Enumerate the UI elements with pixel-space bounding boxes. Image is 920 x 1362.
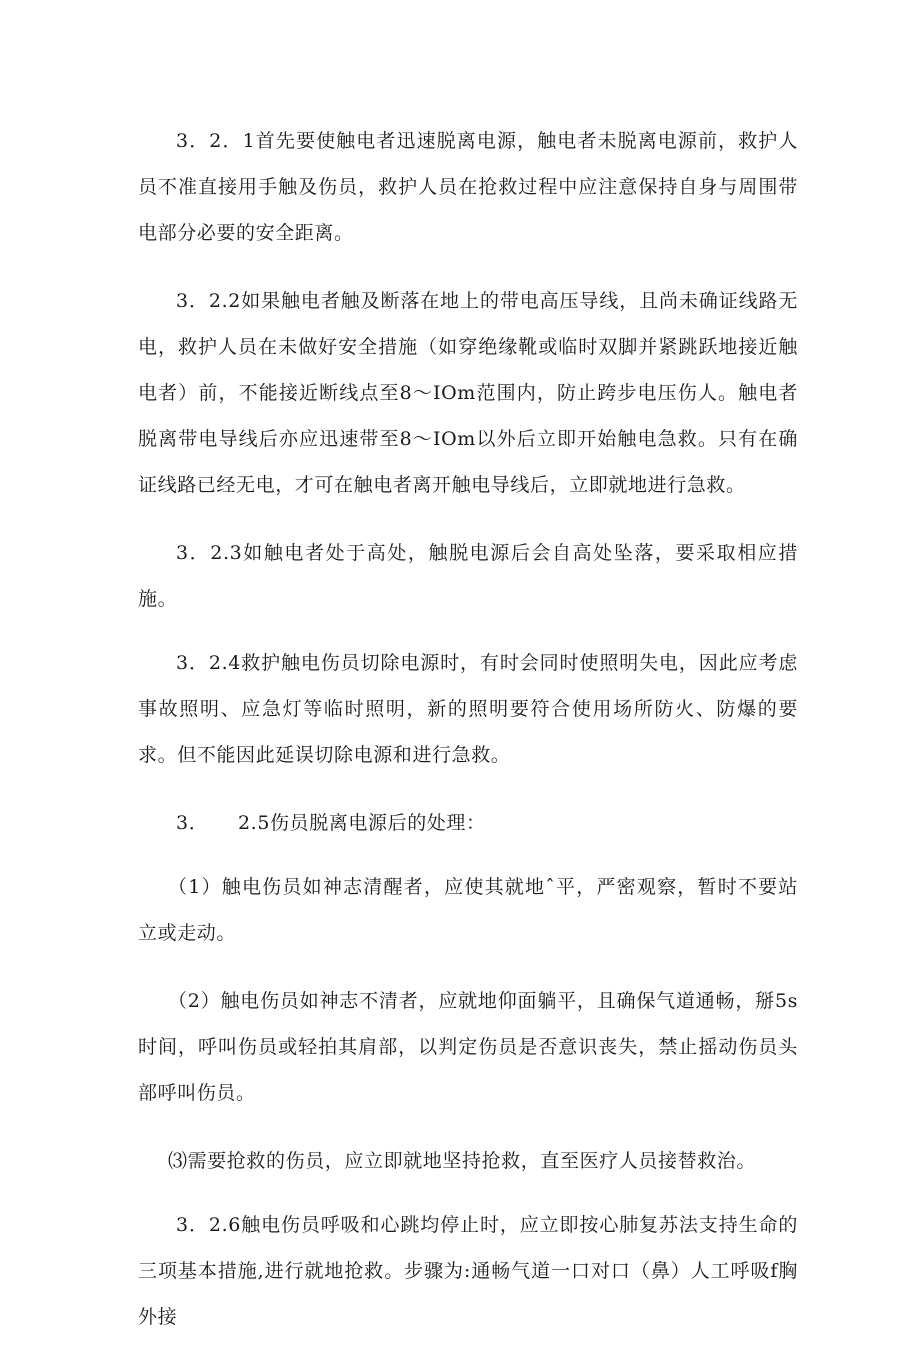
document-body: [138, 118, 798, 1362]
paragraph-3-2-5: 3． 2.5伤员脱离电源后的处理：: [176, 812, 486, 834]
paragraph-item-2: （2）触电伤员如神志不清者，应就地仰面躺平，且确保气道通畅，掰5s时间，呼叫伤员或轻拍其肩部，以判定伤员是否意识丧失，禁止摇动伤员头部呼叫伤员。: [138, 990, 798, 1104]
paragraph-3-2-6: 3．2.6触电伤员呼吸和心跳均停止时，应立即按心肺复苏法支持生命的三项基本措施,进行就地抢救。步骤为:通畅气道一口对口（鼻）人工呼吸f胸外接: [138, 1214, 798, 1328]
paragraph-3-2-4: 3．2.4救护触电伤员切除电源时，有时会同时使照明失电，因此应考虑事故照明、应急灯等临时照明，新的照明要符合使用场所防火、防爆的要求。但不能因此延误切除电源和进行急救。: [138, 652, 798, 766]
paragraph-item-3: ⑶需要抢救的伤员，应立即就地坚持抢救，直至医疗人员接替救治。: [168, 1150, 757, 1172]
paragraph-3-2-2: 3．2.2如果触电者触及断落在地上的带电高压导线，且尚未确证线路无电，救护人员在未做好安全措施（如穿绝缘靴或临时双脚并紧跳跃地接近触电者）前，不能接近断线点至8～IOm范围内，防止跨步电压伤人。触电者脱离带电导线后亦应迅速带至8～IOm以外后立即开始触电急救。只有在确证线路已经无电，才可在触电者离开触电导线后，立即就地进行急救。: [138, 290, 798, 496]
paragraph-item-1: （1）触电伤员如神志清醒者，应使其就地ˆ平，严密观察，暂时不要站立或走动。: [138, 876, 798, 944]
paragraph-3-2-1: 3．2．1首先要使触电者迅速脱离电源，触电者未脱离电源前，救护人员不准直接用手触及伤员，救护人员在抢救过程中应注意保持自身与周围带电部分必要的安全距离。: [138, 130, 798, 244]
paragraph-3-2-3: 3．2.3如触电者处于高处，触脱电源后会自高处坠落，要采取相应措施。: [138, 542, 798, 610]
